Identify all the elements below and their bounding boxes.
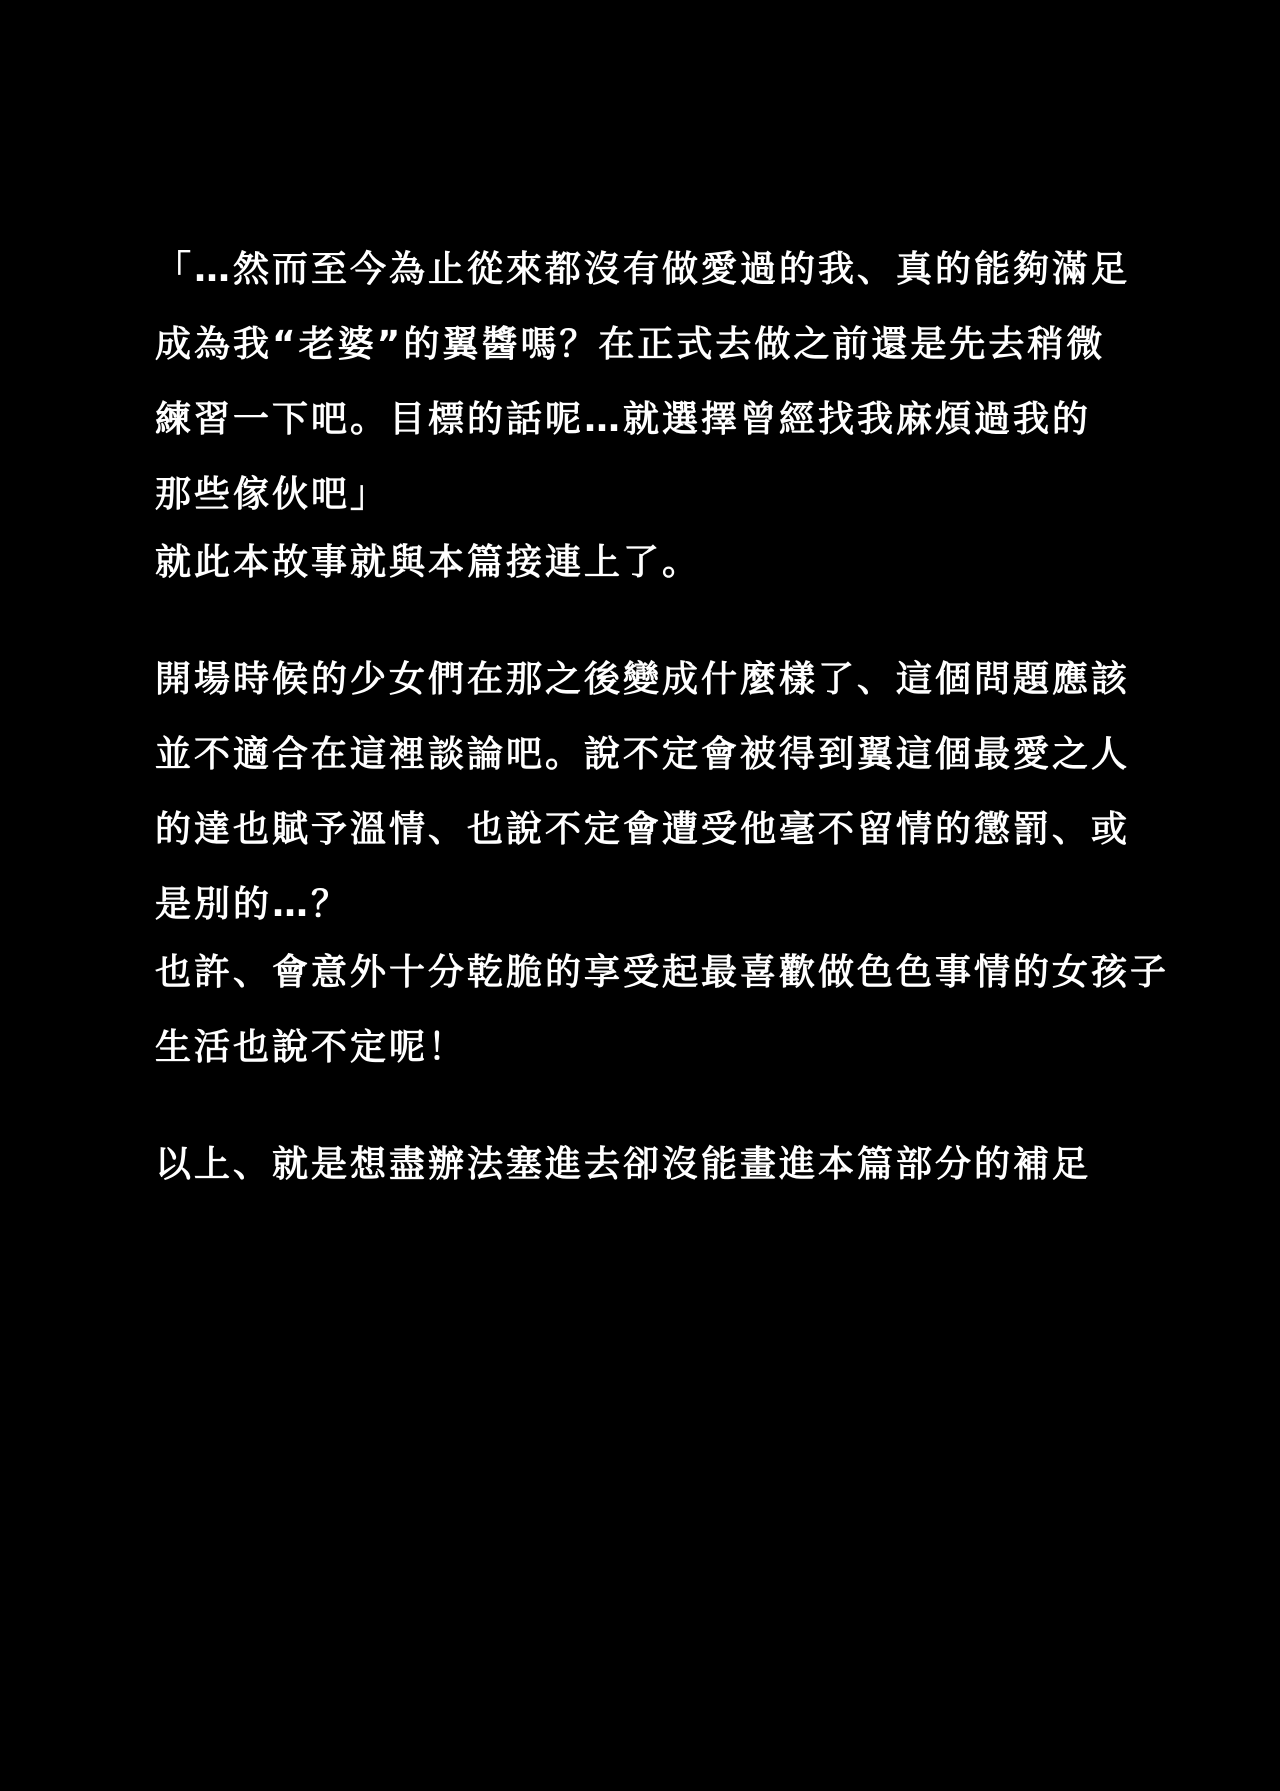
text-line: 也許、會意外十分乾脆的享受起最喜歡做色色事情的女孩子 [155, 952, 1170, 993]
text-line: 生活也說不定呢！ [155, 1027, 468, 1068]
paragraph-3 [155, 1135, 1195, 1210]
paragraph-2 [155, 650, 1195, 1093]
text-line: 「…然而至今為止從來都沒有做愛過的我、真的能夠滿足 [155, 249, 1131, 290]
paragraph-1 [155, 240, 1195, 608]
text-line: 開場時候的少女們在那之後變成什麼樣了、這個問題應該 [155, 659, 1131, 700]
text-line: 練習一下吧。目標的話呢…就選擇曾經找我麻煩過我的 [155, 399, 1092, 440]
text-line: 就此本故事就與本篇接連上了。 [155, 542, 702, 583]
afterword-text [155, 240, 1195, 1210]
paragraph-gap [155, 1093, 1195, 1135]
text-line: 並不適合在這裡談論吧。說不定會被得到翼這個最愛之人 [155, 734, 1131, 775]
text-line: 那些傢伙吧」 [155, 474, 390, 515]
text-line: 成為我“老婆”的翼醬嗎？在正式去做之前還是先去稍微 [155, 324, 1106, 365]
text-line: 的達也賦予溫情、也說不定會遭受他毫不留情的懲罰、或 [155, 809, 1131, 850]
text-line: 是別的…？ [155, 884, 351, 925]
paragraph-gap [155, 608, 1195, 650]
text-line: 以上、就是想盡辦法塞進去卻沒能畫進本篇部分的補足 [155, 1144, 1092, 1185]
